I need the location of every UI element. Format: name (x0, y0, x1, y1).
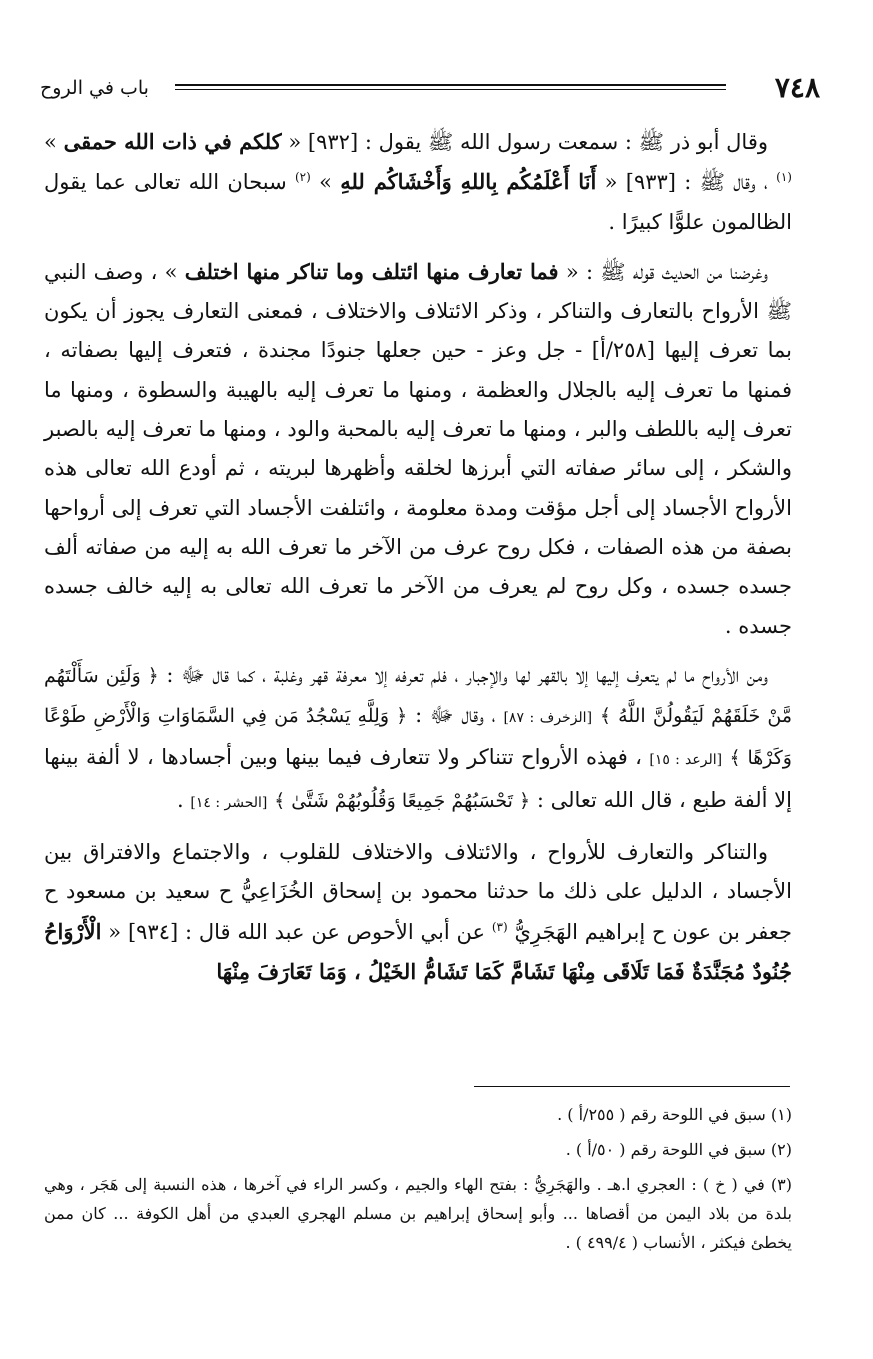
text-run: وقال أبو ذر ﷺ : سمعت رسول الله ﷺ يقول : [٩٣٢] « (288, 130, 768, 154)
text-run: والتناكر والتعارف للأرواح ، والائتلاف والاختلاف للقلوب ، والاجتماع والافتراق بين الأجساد ، الدليل على ذلك ما حدثنا محمود بن إسحاق الخُزَاعِيُّ ح سعيد بن مسعود ح جعفر بن عون ح إبراهيم الهَجَرِيُّ (44, 840, 792, 944)
paragraph (44, 122, 792, 242)
paragraph (44, 833, 792, 992)
footnote-separator (474, 1086, 790, 1087)
text-run: ، وقال ﷻ : (415, 703, 496, 728)
hadith-text: كلكم في ذات الله حمقى (63, 129, 282, 154)
hadith-text: أَنَا أَعْلَمُكُم بِاللهِ وَأَخْشَاكُم للهِ (340, 169, 597, 195)
verse-reference: [الزخرف : ٨٧] (503, 710, 593, 727)
text-run: ، فهذه الأرواح تتناكر ولا تتعارف فيما بينها وبين أجسادها ، لا ألفة بينها إلا ألفة طبع ، قال الله تعالى : (44, 745, 792, 812)
text-run: وغرضنا من الحديث قوله ﷺ : « (565, 259, 768, 284)
verse-reference: [الحشر : ١٤] (190, 794, 268, 811)
header-rule (175, 84, 726, 86)
text-run: » ، وصف النبي ﷺ الأرواح بالتعارف والتناكر ، وذكر الائتلاف والاختلاف ، فمعنى التعارف يجوز أن يكون بما تعرف إليها [٢٥٨/أ] - جل وعز - حين جعلها جنودًا مجندة ، فتعرف إليها بصفاته ، فمنها ما تعرف إليه بالجلال والعظمة ، ومنها ما تعرف إليه بالهيبة والسطوة ، ومنها ما تعرف إليه باللطف والبر ، ومنها ما تعرف إليه بالمحبة والود ، ومنها ما تعرف إليه بالصبر والشكر ، إلى سائر صفاته التي أبرزها لخلقه وأظهرها لبريته ، ثم أودع الله تعالى هذه الأرواح الأجساد إلى أجل مؤقت ومدة معلومة ، وائتلفت الأجساد التي تعرف إلى أرواحها بصفة من هذه الصفات ، فكل روح عرف من الآخر ما تعرف الله به إليه من صفاته ألف جسده جسده ، وكل روح لم يعرف من الآخر ما تعرف الله تعالى به إليه خالف جسده جسده . (44, 259, 792, 638)
text-run: ومن الأرواح ما لم يتعرف إليها إلا بالقهر لها والإجبار ، فلم تعرفه إلا معرفة قهر وغلبة ، كما قال ﷻ : (166, 662, 768, 687)
quran-verse: ﴿ وَلِلَّهِ يَسْجُدُ مَن فِي السَّمَاوَاتِ وَالْأَرْضِ طَوْعًا وَكَرْهًا ﴾ (44, 705, 792, 770)
paragraph (44, 656, 792, 823)
verse-reference: [الرعد : ١٥] (649, 752, 723, 769)
footnote-marker: (٢) (294, 170, 311, 185)
hadith-text: فما تعارف منها ائتلف وما تناكر منها اختلف (184, 258, 559, 284)
text-run: ، وقال ﷺ : [٩٣٣] « (604, 170, 768, 195)
text-run: » (319, 170, 332, 195)
text-run: » (44, 130, 57, 154)
footnotes (44, 1100, 792, 1257)
header-rule-thin (175, 89, 726, 90)
text-run: عن أبي الأحوص عن عبد الله قال : [٩٣٤] « (108, 919, 485, 944)
page-header (40, 68, 820, 108)
paragraph (44, 252, 792, 646)
main-text (44, 122, 792, 992)
text-run: سبحان الله تعالى عما يقول الظالمون علوًّا كبيرًا . (44, 170, 792, 234)
quran-verse: ﴿ تَحْسَبُهُمْ جَمِيعًا وَقُلُوبُهُمْ شَتَّىٰ ﴾ (274, 789, 531, 812)
footnote: (٣) في ( خ ) : العجري ا.هـ . والهَجَرِيُّ : بفتح الهاء والجيم ، وكسر الراء في آخرها ، هذه النسبة إلى هَجَر ، وهي بلدة من بلاد اليمن من أقصاها ... وأبو إسحاق إبراهيم بن مسلم الهجري العبدي من أهل الكوفة ... كان ممن يخطئ فيكثر ، الأنساب ( ٤٩٩/٤ ) . (44, 1175, 792, 1252)
quran-verse: ﴿ وَلَئِن سَأَلْتَهُم مَّنْ خَلَقَهُمْ لَيَقُولُنَّ اللَّهُ ﴾ (44, 664, 793, 728)
text-run: . (177, 787, 184, 812)
running-title: باب في الروح (40, 77, 149, 99)
footnote-marker: (٣) (491, 919, 508, 934)
page-number: ٧٤٨ (774, 71, 820, 104)
footnote-marker: (١) (776, 170, 792, 185)
hadith-text: الْأَرْوَاحُ جُنُودٌ مُجَنَّدَةٌ فَمَا تَلَاقَى مِنْهَا تَشَامَّ كَمَا تَشَامُّ الخَيْلُ ، وَمَا تَعَارَفَ مِنْهَا (44, 918, 792, 984)
footnote: (٢) سبق في اللوحة رقم ( ٥٠/أ ) . (565, 1140, 792, 1159)
footnote: (١) سبق في اللوحة رقم ( ٢٥٥/أ ) . (557, 1105, 792, 1124)
